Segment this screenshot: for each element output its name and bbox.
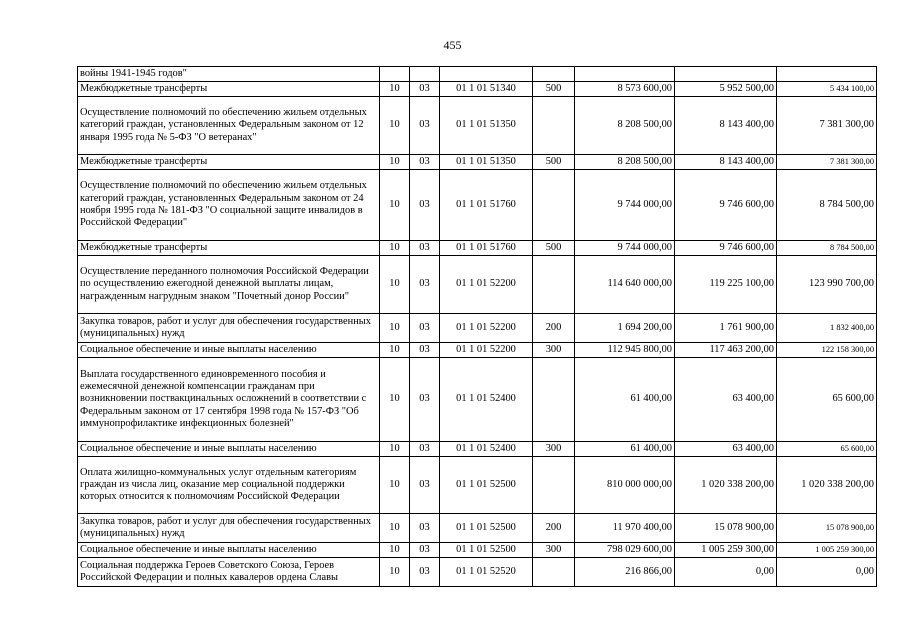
table-row <box>78 543 877 558</box>
row-target-article: 01 1 01 52400 <box>440 358 533 442</box>
table-row <box>78 241 877 256</box>
row-target-article: 01 1 01 52200 <box>440 314 533 343</box>
row-target-article: 01 1 01 52200 <box>440 256 533 314</box>
row-amount-year-3: 1 005 259 300,00 <box>777 543 877 558</box>
row-subsection: 03 <box>410 155 440 170</box>
row-amount-year-3: 5 434 100,00 <box>777 82 877 97</box>
row-amount-year-3: 123 990 700,00 <box>777 256 877 314</box>
table-row <box>78 82 877 97</box>
table-row <box>78 358 877 442</box>
row-target-article: 01 1 01 52500 <box>440 514 533 543</box>
row-name: войны 1941-1945 годов" <box>78 67 380 82</box>
row-amount-year-2: 15 078 900,00 <box>675 514 777 543</box>
row-amount-year-2: 5 952 500,00 <box>675 82 777 97</box>
row-target-article: 01 1 01 52520 <box>440 558 533 587</box>
row-expense-type: 200 <box>533 514 575 543</box>
row-section <box>380 67 410 82</box>
row-name: Оплата жилищно-коммунальных услуг отдельным категориям граждан из числа лиц, оказание мер социальной поддержки которых относится к полномочиям Российской Федерации <box>78 457 380 514</box>
row-name: Выплата государственного единовременного пособия и ежемесячной денежной компенсации гражданам при возникновении поствакцинальных осложнений в соответствии с Федеральным законом от 17 сентября 1998 года № 157-ФЗ "Об иммунопрофилактике инфекционных болезней" <box>78 358 380 442</box>
row-subsection <box>410 67 440 82</box>
row-amount-year-2: 1 020 338 200,00 <box>675 457 777 514</box>
row-expense-type <box>533 558 575 587</box>
row-amount-year-2: 1 005 259 300,00 <box>675 543 777 558</box>
row-target-article: 01 1 01 52200 <box>440 343 533 358</box>
table-row <box>78 170 877 241</box>
row-section: 10 <box>380 558 410 587</box>
row-amount-year-1: 810 000 000,00 <box>575 457 675 514</box>
row-name: Межбюджетные трансферты <box>78 82 380 97</box>
row-target-article: 01 1 01 51760 <box>440 241 533 256</box>
row-subsection: 03 <box>410 558 440 587</box>
row-name: Социальная поддержка Героев Советского Союза, Героев Российской Федерации и полных кавалеров ордена Славы <box>78 558 380 587</box>
row-section: 10 <box>380 170 410 241</box>
row-amount-year-1: 8 208 500,00 <box>575 155 675 170</box>
row-target-article: 01 1 01 51760 <box>440 170 533 241</box>
row-amount-year-2 <box>675 67 777 82</box>
row-subsection: 03 <box>410 343 440 358</box>
row-target-article: 01 1 01 52500 <box>440 457 533 514</box>
row-amount-year-3: 1 020 338 200,00 <box>777 457 877 514</box>
row-amount-year-3: 65 600,00 <box>777 442 877 457</box>
row-section: 10 <box>380 543 410 558</box>
row-subsection: 03 <box>410 170 440 241</box>
row-amount-year-1: 216 866,00 <box>575 558 675 587</box>
row-amount-year-2: 1 761 900,00 <box>675 314 777 343</box>
page-number: 455 <box>443 38 462 52</box>
row-amount-year-1: 9 744 000,00 <box>575 241 675 256</box>
row-amount-year-3: 8 784 500,00 <box>777 170 877 241</box>
table-row <box>78 314 877 343</box>
row-expense-type: 500 <box>533 241 575 256</box>
row-amount-year-1: 798 029 600,00 <box>575 543 675 558</box>
row-target-article: 01 1 01 51350 <box>440 155 533 170</box>
row-subsection: 03 <box>410 97 440 155</box>
row-target-article <box>440 67 533 82</box>
row-expense-type: 500 <box>533 155 575 170</box>
row-amount-year-3: 122 158 300,00 <box>777 343 877 358</box>
row-target-article: 01 1 01 52500 <box>440 543 533 558</box>
row-section: 10 <box>380 256 410 314</box>
row-expense-type <box>533 256 575 314</box>
row-name: Социальное обеспечение и иные выплаты населению <box>78 343 380 358</box>
table-row <box>78 67 877 82</box>
row-amount-year-1: 114 640 000,00 <box>575 256 675 314</box>
row-section: 10 <box>380 514 410 543</box>
row-expense-type: 300 <box>533 442 575 457</box>
row-target-article: 01 1 01 52400 <box>440 442 533 457</box>
row-amount-year-2: 117 463 200,00 <box>675 343 777 358</box>
row-section: 10 <box>380 82 410 97</box>
row-name: Осуществление полномочий по обеспечению жильем отдельных категорий граждан, установленных Федеральным законом от 24 ноября 1995 года № 181-ФЗ "О социальной защите инвалидов в Российской Федерации" <box>78 170 380 241</box>
row-section: 10 <box>380 343 410 358</box>
row-expense-type <box>533 170 575 241</box>
row-expense-type <box>533 358 575 442</box>
row-section: 10 <box>380 314 410 343</box>
row-amount-year-1: 61 400,00 <box>575 442 675 457</box>
row-expense-type <box>533 97 575 155</box>
budget-table <box>77 66 877 587</box>
row-target-article: 01 1 01 51340 <box>440 82 533 97</box>
row-section: 10 <box>380 442 410 457</box>
row-amount-year-3: 7 381 300,00 <box>777 97 877 155</box>
row-amount-year-3: 0,00 <box>777 558 877 587</box>
table-row <box>78 558 877 587</box>
row-name: Осуществление полномочий по обеспечению жильем отдельных категорий граждан, установленных Федеральным законом от 12 января 1995 года № 5-ФЗ "О ветеранах" <box>78 97 380 155</box>
row-expense-type <box>533 67 575 82</box>
row-amount-year-1: 61 400,00 <box>575 358 675 442</box>
table-row <box>78 343 877 358</box>
row-amount-year-1: 9 744 000,00 <box>575 170 675 241</box>
row-subsection: 03 <box>410 543 440 558</box>
row-amount-year-1: 11 970 400,00 <box>575 514 675 543</box>
row-section: 10 <box>380 358 410 442</box>
row-amount-year-1: 1 694 200,00 <box>575 314 675 343</box>
row-amount-year-3 <box>777 67 877 82</box>
row-amount-year-2: 63 400,00 <box>675 442 777 457</box>
row-amount-year-3: 8 784 500,00 <box>777 241 877 256</box>
row-subsection: 03 <box>410 82 440 97</box>
row-subsection: 03 <box>410 442 440 457</box>
row-expense-type: 500 <box>533 82 575 97</box>
row-section: 10 <box>380 97 410 155</box>
row-expense-type: 300 <box>533 543 575 558</box>
table-row <box>78 155 877 170</box>
row-amount-year-1: 112 945 800,00 <box>575 343 675 358</box>
row-amount-year-3: 15 078 900,00 <box>777 514 877 543</box>
row-name: Межбюджетные трансферты <box>78 155 380 170</box>
row-amount-year-3: 7 381 300,00 <box>777 155 877 170</box>
row-name: Социальное обеспечение и иные выплаты населению <box>78 442 380 457</box>
row-amount-year-2: 9 746 600,00 <box>675 170 777 241</box>
row-section: 10 <box>380 155 410 170</box>
table-row <box>78 514 877 543</box>
row-name: Социальное обеспечение и иные выплаты населению <box>78 543 380 558</box>
row-name: Закупка товаров, работ и услуг для обеспечения государственных (муниципальных) нужд <box>78 314 380 343</box>
row-amount-year-1: 8 208 500,00 <box>575 97 675 155</box>
row-subsection: 03 <box>410 358 440 442</box>
row-target-article: 01 1 01 51350 <box>440 97 533 155</box>
row-subsection: 03 <box>410 256 440 314</box>
row-subsection: 03 <box>410 314 440 343</box>
row-subsection: 03 <box>410 241 440 256</box>
row-amount-year-2: 63 400,00 <box>675 358 777 442</box>
row-amount-year-2: 119 225 100,00 <box>675 256 777 314</box>
table-row <box>78 442 877 457</box>
row-name: Закупка товаров, работ и услуг для обеспечения государственных (муниципальных) нужд <box>78 514 380 543</box>
table-row <box>78 256 877 314</box>
row-amount-year-2: 8 143 400,00 <box>675 155 777 170</box>
row-name: Осуществление переданного полномочия Российской Федерации по осуществлению ежегодной денежной выплаты лицам, награжденным нагрудным знаком "Почетный донор России" <box>78 256 380 314</box>
row-expense-type <box>533 457 575 514</box>
row-expense-type: 200 <box>533 314 575 343</box>
row-amount-year-2: 0,00 <box>675 558 777 587</box>
row-amount-year-2: 8 143 400,00 <box>675 97 777 155</box>
row-amount-year-1 <box>575 67 675 82</box>
row-subsection: 03 <box>410 457 440 514</box>
row-amount-year-2: 9 746 600,00 <box>675 241 777 256</box>
row-subsection: 03 <box>410 514 440 543</box>
table-row <box>78 457 877 514</box>
row-name: Межбюджетные трансферты <box>78 241 380 256</box>
row-amount-year-1: 8 573 600,00 <box>575 82 675 97</box>
row-section: 10 <box>380 457 410 514</box>
row-amount-year-3: 65 600,00 <box>777 358 877 442</box>
row-section: 10 <box>380 241 410 256</box>
row-amount-year-3: 1 832 400,00 <box>777 314 877 343</box>
row-expense-type: 300 <box>533 343 575 358</box>
table-row <box>78 97 877 155</box>
